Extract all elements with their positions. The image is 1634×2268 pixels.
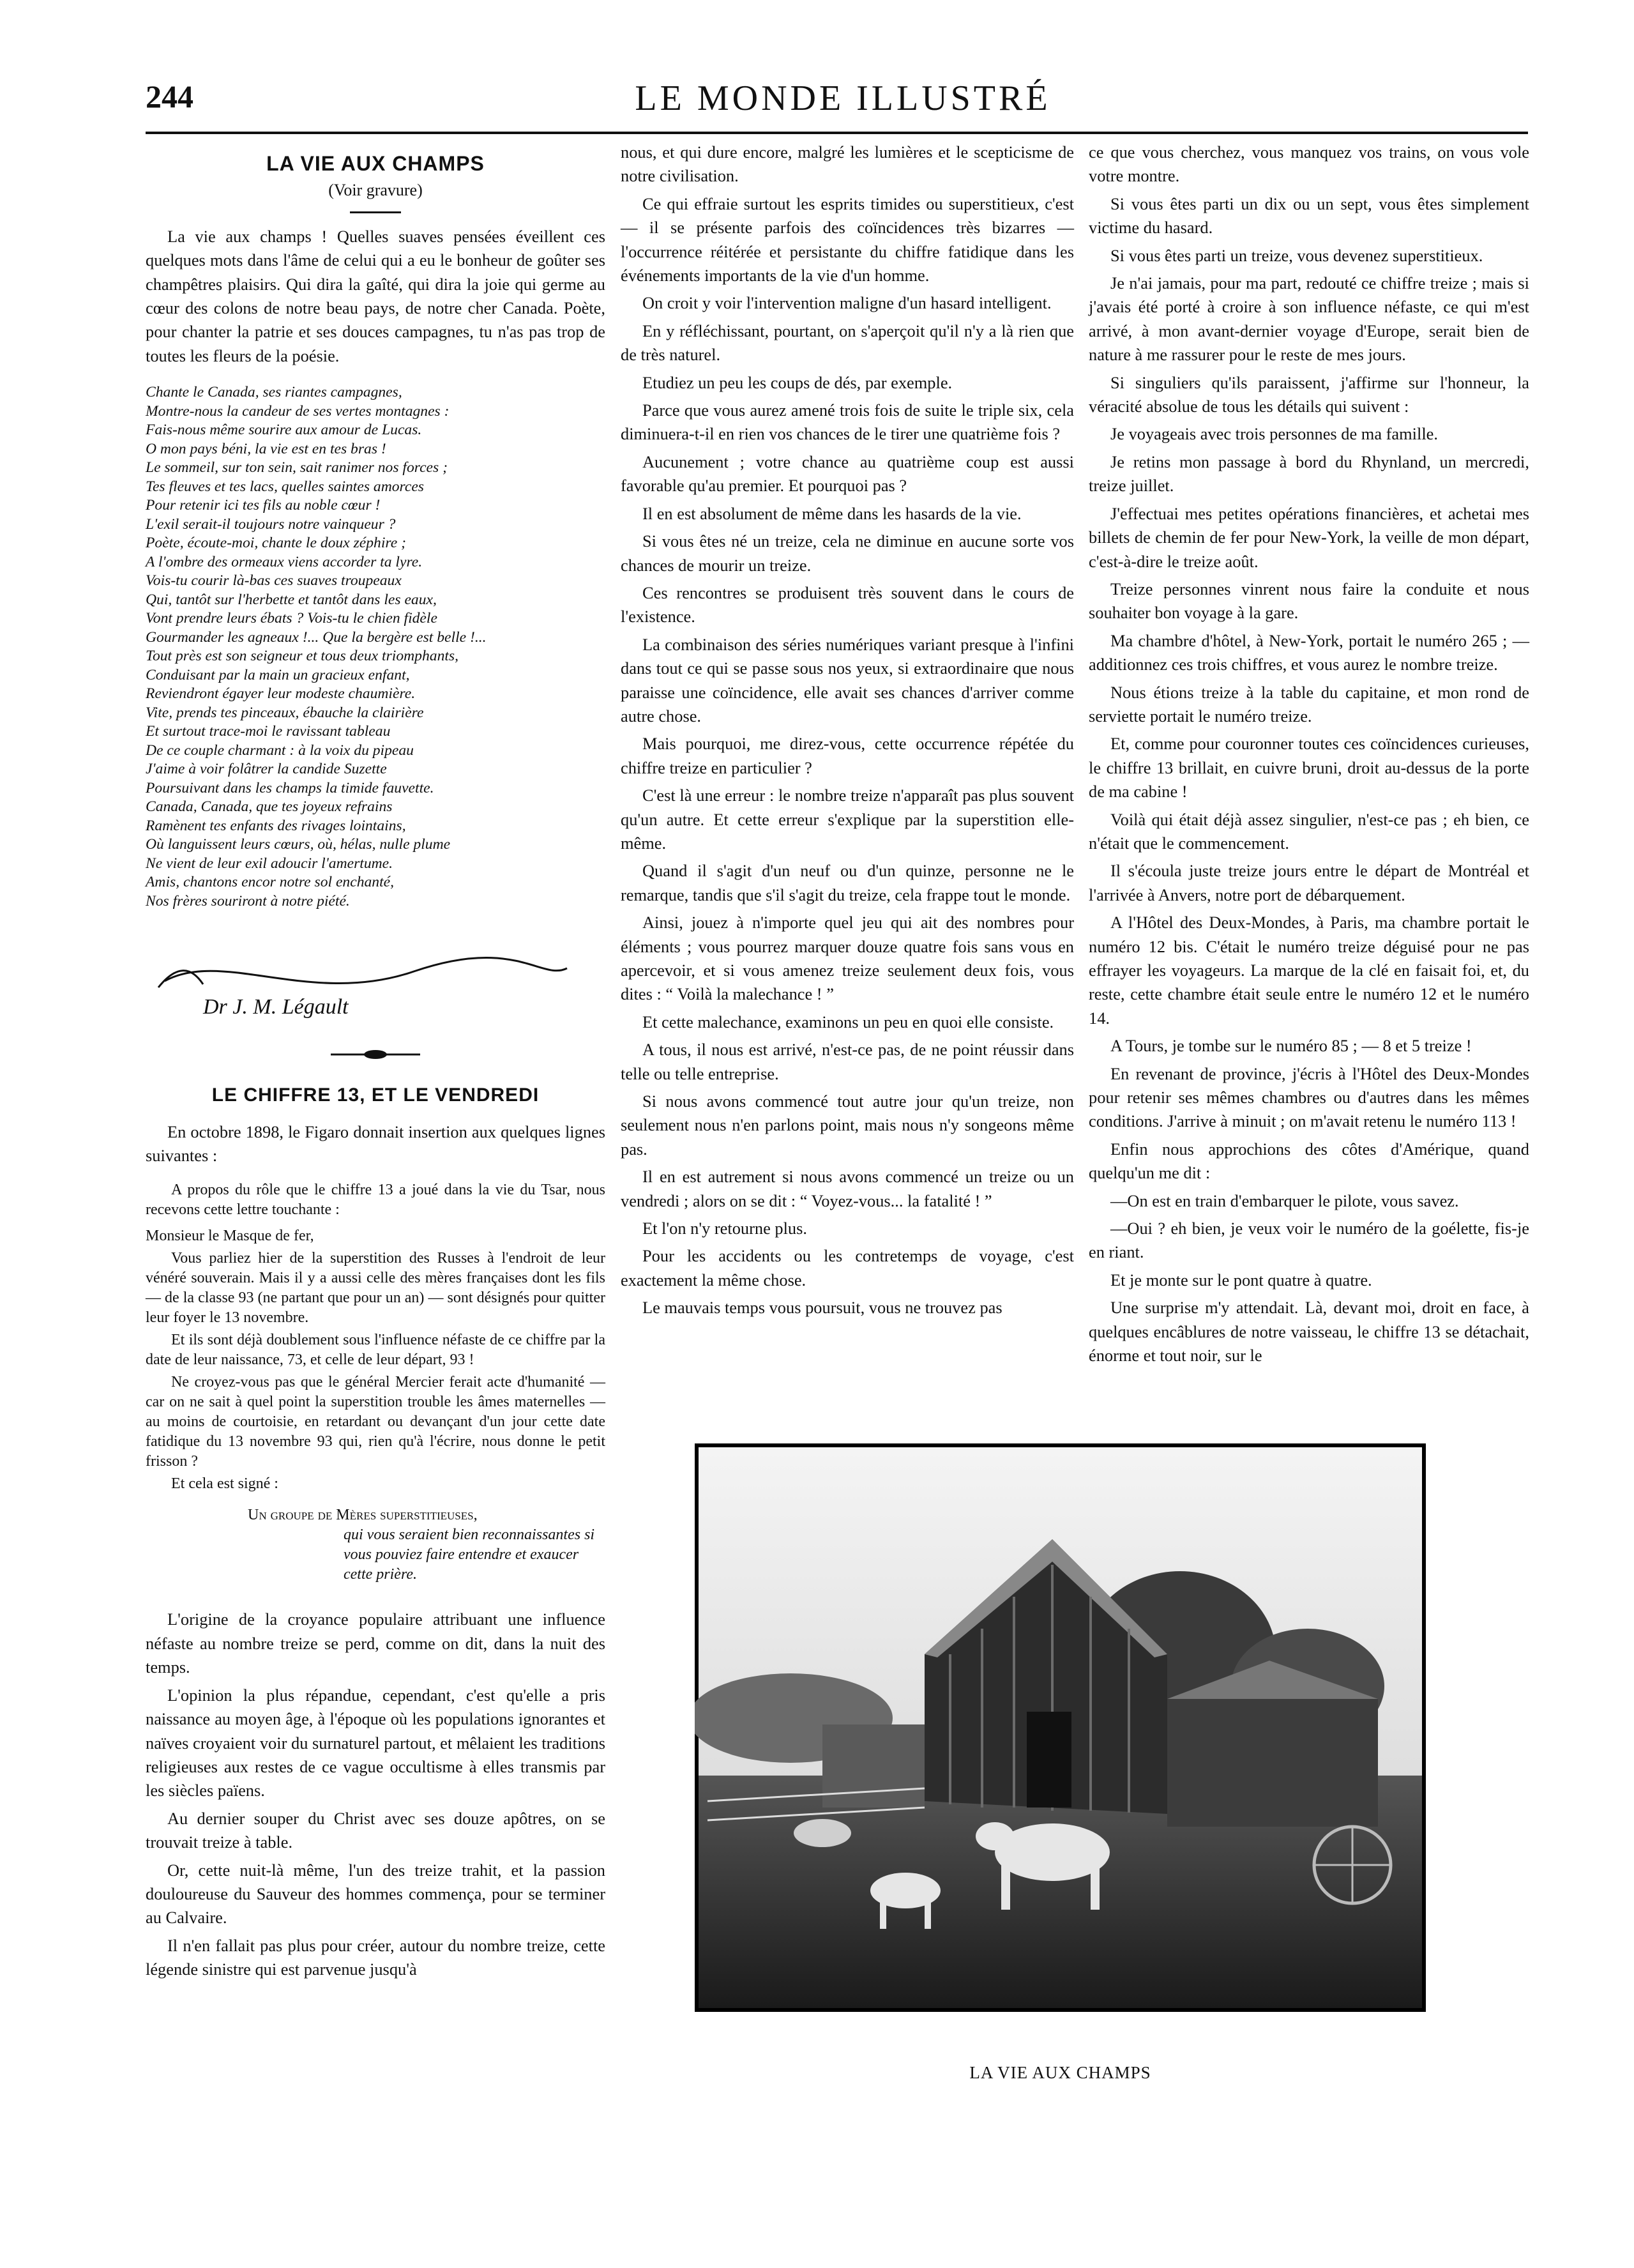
column-1 [146,152,605,1986]
paragraph: Et cette malechance, examinons un peu en quoi elle consiste. [642,1012,1054,1031]
poem-line: Nos frères souriront à notre piété. [146,892,350,909]
paragraph: Ce qui effraie surtout les esprits timides ou superstitieux, c'est — il se présente parfois des coïncidences très bizarres — l'occurrence réitérée et persistante du chiffre fatidique dans les événements importants de la vie d'un homme. [621,194,1074,285]
paragraph: Aucunement ; votre chance au quatrième coup est aussi favorable qu'au premier. Et pourquoi pas ? [621,452,1074,496]
poem-line: Tout près est son seigneur et tous deux triomphants, [146,648,459,665]
paragraph: Etudiez un peu les coups de dés, par exemple. [642,372,953,392]
poem-line: Chante le Canada, ses riantes campagnes, [146,384,402,401]
paragraph: Et, comme pour couronner toutes ces coïncidences curieuses, le chiffre 13 brillait, en cuivre bruni, droit au-dessus de la porte de ma cabine ! [1089,734,1529,802]
poem-line: Poète, écoute-moi, chante le doux zéphire ; [146,535,406,552]
poem-line: Canada, Canada, que tes joyeux refrains [146,798,393,816]
poem-line: Pour retenir ici tes fils au noble cœur ! [146,497,381,514]
article-subtitle: (Voir gravure) [328,181,423,200]
poem [146,383,605,911]
paragraph: Quand il s'agit d'un neuf ou d'un quinze, personne ne le remarque, tandis que s'il s'agit du treize, cela frappe tout le monde. [621,861,1074,904]
poem-line: Où languissent leurs cœurs, où, hélas, nulle plume [146,836,451,853]
paragraph: Une surprise m'y attendait. Là, devant moi, droit en face, à quelques encâblures de notre vaisseau, le chiffre 13 se détachait, énorme et tout noir, sur le [1089,1298,1529,1366]
paragraph: A Tours, je tombe sur le numéro 85 ; — 8 et 5 treize ! [1110,1036,1472,1056]
illustration [695,1443,1426,2012]
article-intro: La vie aux champs ! Quelles suaves pensées éveillent ces quelques mots dans l'âme de celui qui a eu le bonheur de goûter ses champêtres plaisirs. Qui dira la gaîté, qui dira la joie qui germe au cœur des colons de notre beau pays, de notre cher Canada. Poète, pour chanter la patrie et ses douces campagnes, tu n'as pas trop de toutes les fleurs de la poésie. [146,226,605,365]
paragraph: Il n'en fallait pas plus pour créer, autour du nombre treize, cette légende sinistre qui est parvenue jusqu'à [146,1935,605,1979]
paragraph: Voilà qui était déjà assez singulier, n'est-ce pas ; eh bien, ce n'était que le commencement. [1089,809,1529,853]
poem-line: Fais-nous même sourire aux amour de Lucas. [146,422,422,439]
poem-line: Vite, prends tes pinceaux, ébauche la clairière [146,704,424,721]
poem-line: A l'ombre des ormeaux viens accorder ta lyre. [146,553,423,570]
paragraph: Treize personnes vinrent nous faire la conduite et nous souhaiter bon voyage à la gare. [1089,579,1529,623]
letter-body [146,1249,605,1494]
farm-photo [695,1443,1426,2012]
poem-line: Poursuivant dans les champs la timide fauvette. [146,779,434,796]
column-2 [621,141,1074,1324]
header-rule [146,132,1528,134]
paragraph: nous, et qui dure encore, malgré les lumières et le scepticisme de notre civilisation. [621,142,1074,186]
paragraph: A tous, il nous est arrivé, n'est-ce pas, de ne point réussir dans telle ou telle entreprise. [621,1040,1074,1083]
paragraph: Si vous êtes né un treize, cela ne diminue en aucune sorte vos chances de mourir un treize. [621,531,1074,575]
paragraph: —Oui ? eh bien, je veux voir le numéro de la goélette, fis-je en riant. [1089,1219,1529,1262]
section-ornament [146,1045,605,1064]
signed-by: Un groupe de Mères superstitieuses, [248,1507,478,1524]
paragraph: En y réfléchissant, pourtant, on s'aperçoit qu'il n'y a là rien que de très naturel. [621,321,1074,365]
paragraph: Et je monte sur le pont quatre à quatre. [1110,1270,1372,1290]
paragraph: Ainsi, jouez à n'importe quel jeu qui ait des nombres pour éléments ; vous pourrez marquer douze quatre fois sans vous en apercevoir, et si vous amenez treize seulement deux fois, vous dites : “ Voilà la malechance ! ” [621,913,1074,1004]
quoted-letter [146,1180,605,1494]
poem-line: De ce couple charmant : à la voix du pipeau [146,742,414,759]
journal-title: LE MONDE ILLUSTRÉ [635,79,1051,118]
paragraph: Ma chambre d'hôtel, à New-York, portait le numéro 265 ; — additionnez ces trois chiffres, et vous aurez le nombre treize. [1089,630,1529,674]
paragraph: Il en est absolument de même dans les hasards de la vie. [642,503,1022,523]
paragraph: Si vous êtes parti un treize, vous devenez superstitieux. [1110,245,1483,265]
paragraph: Or, cette nuit-là même, l'un des treize trahit, et la passion douloureuse du Sauveur des hommes commença, pour se terminer au Calvaire. [146,1860,605,1928]
quote-intro: A propos du rôle que le chiffre 13 a joué dans la vie du Tsar, nous recevons cette lettre touchante : [146,1182,605,1219]
article-title: LA VIE AUX CHAMPS [266,152,485,175]
column-3 [1089,141,1529,1372]
signature: Dr J. M. Légault [203,995,349,1019]
paragraph: C'est là une erreur : le nombre treize n'apparaît pas plus souvent qu'un autre. Et cette erreur s'explique par la superstition elle-même. [621,786,1074,853]
page-number: 244 [146,79,193,114]
letter-signature [248,1505,605,1585]
ornament-mark [146,1045,605,1064]
paragraph: Je voyageais avec trois personnes de ma famille. [1110,424,1438,444]
paragraph: Ne croyez-vous pas que le général Mercier ferait acte d'humanité — car on ne sait à quel point la superstition trouble les âmes maternelles — au moins de courtoisie, en retardant ou devançant d'un jour cette date fatidique du 13 novembre 93 qui, rien qu'à l'écrire, nous donne le petit frisson ? [146,1374,605,1470]
paragraph: Le mauvais temps vous poursuit, vous ne trouvez pas [642,1298,1002,1318]
poem-line: Et surtout trace-moi le ravissant tableau [146,723,391,740]
salutation: Monsieur le Masque de fer, [146,1228,314,1245]
paragraph: J'effectuai mes petites opérations financières, et achetai mes billets de chemin de fer pour New-York, la veille de mon départ, c'est-à-dire le treize août. [1089,503,1529,571]
poem-line: Amis, chantons encor notre sol enchanté, [146,874,395,891]
paragraph: La combinaison des séries numériques variant presque à l'infini dans tout ce qui se passe sous nos yeux, si extraordinaire que nous paraisse une coïncidence, elle avait ses chances d'arriver comme autre chose. [621,634,1074,726]
poem-line: Ramènent tes enfants des rivages lointains, [146,817,406,834]
paragraph: L'origine de la croyance populaire attribuant une influence néfaste au nombre treize se perd, comme on dit, dans la nuit des temps. [146,1610,605,1677]
paragraph: Enfin nous approchions des côtes d'Amérique, quand quelqu'un me dit : [1089,1139,1529,1183]
poem-line: Vois-tu courir là-bas ces suaves troupeaux [146,572,402,590]
paragraph: Si singuliers qu'ils paraissent, j'affirme sur l'honneur, la véracité absolue de tous les détails qui suivent : [1089,372,1529,416]
paragraph: Il s'écoula juste treize jours entre le départ de Montréal et l'arrivée à Anvers, notre port de débarquement. [1089,861,1529,904]
column-1-body [146,1608,605,1981]
paragraph: Et l'on n'y retourne plus. [642,1219,807,1238]
poem-line: L'exil serait-il toujours notre vainqueur ? [146,515,396,533]
paragraph: Nous étions treize à la table du capitaine, et mon rond de serviette portait le numéro treize. [1089,682,1529,726]
paragraph: A l'Hôtel des Deux-Mondes, à Paris, ma chambre portait le numéro 12 bis. C'était le numéro treize déguisé pour ne pas effrayer les voyageurs. La marque de la clé en faisait foi, et, du reste, cette chambre était seule entre le numéro 12 et le numéro 14. [1089,913,1529,1028]
paragraph: Et cela est signé : [171,1475,278,1493]
poem-line: Vont prendre leurs ébats ? Vois-tu le chien fidèle [146,610,437,627]
signed-by-note: qui vous seraient bien reconnaissantes si vous pouviez faire entendre et exaucer cette prière. [344,1526,595,1583]
article2-title: LE CHIFFRE 13, ET LE VENDREDI [211,1085,540,1106]
paragraph: Parce que vous aurez amené trois fois de suite le triple six, cela diminuera-t-il en rien vos chances de le tirer une quatrième fois ? [621,400,1074,444]
paragraph: —On est en train d'embarquer le pilote, vous savez. [1110,1191,1459,1210]
paragraph: Je retins mon passage à bord du Rhynland, un mercredi, treize juillet. [1089,452,1529,496]
poem-line: Gourmander les agneaux !... Que la bergère est belle !... [146,628,487,646]
poem-line: Montre-nous la candeur de ses vertes montagnes : [146,402,450,420]
paragraph: Si vous êtes parti un dix ou un sept, vous êtes simplement victime du hasard. [1089,194,1529,238]
paragraph: Il en est autrement si nous avons commencé un treize ou un vendredi ; alors on se dit : “ Voyez-vous... la fatalité ! ” [621,1167,1074,1210]
paragraph: En revenant de province, j'écris à l'Hôtel des Deux-Mondes pour retenir ses mêmes chambres ou d'autres dans les mêmes conditions. J'arrive à minuit ; on m'avait retenu le numéro 113 ! [1089,1063,1529,1131]
paragraph: L'opinion la plus répandue, cependant, c'est qu'elle a pris naissance au moyen âge, à l'époque où les populations ignorantes et naïves croyaient voir du surnaturel partout, et mêlaient les traditions religieuses aux restes de ce vague occultisme à elles transmis par les siècles païens. [146,1685,605,1800]
article2-intro: En octobre 1898, le Figaro donnait insertion aux quelques lignes suivantes : [146,1122,605,1166]
paragraph: Si nous avons commencé tout autre jour qu'un treize, non seulement nous n'en parlons point, mais nous n'y songeons même pas. [621,1092,1074,1159]
paragraph: Pour les accidents ou les contretemps de voyage, c'est exactement la même chose. [621,1246,1074,1290]
poem-line: Reviendront égayer leur modeste chaumière. [146,685,416,703]
poem-line: Tes fleuves et tes lacs, quelles saintes amorces [146,478,424,495]
paragraph: On croit y voir l'intervention maligne d'un hasard intelligent. [642,293,1052,313]
illustration-caption: LA VIE AUX CHAMPS [969,2063,1151,2082]
paragraph: Vous parliez hier de la superstition des Russes à l'endroit de leur vénéré souverain. Mais il y a aussi celle des mères françaises dont les fils — de la classe 93 (ne partant que pour un an) — sont désignés pour quitter leur foyer le 13 novembre. [146,1250,605,1327]
poem-line: Conduisant par la main un gracieux enfant, [146,666,410,683]
paragraph: Au dernier souper du Christ avec ses douze apôtres, on se trouvait treize à table. [146,1808,605,1852]
poem-line: Le sommeil, sur ton sein, sait ranimer nos forces ; [146,459,448,476]
divider [350,211,401,213]
paragraph: Ces rencontres se produisent très souvent dans le cours de l'existence. [621,582,1074,627]
paragraph: Mais pourquoi, me direz-vous, cette occurrence répétée du chiffre treize en particulier ? [621,734,1074,777]
poem-line: Qui, tantôt sur l'herbette et tantôt dans les eaux, [146,591,437,608]
poem-line: J'aime à voir folâtrer la candide Suzette [146,761,387,778]
paragraph: Je n'ai jamais, pour ma part, redouté ce chiffre treize ; mais si j'avais été porté à croire à son influence néfaste, ce qui m'est arrivé, à mon avant-dernier voyage d'Europe, serait bien de nature à me rassurer pour le reste de mes jours. [1089,273,1529,365]
paragraph: ce que vous cherchez, vous manquez vos trains, on vous vole votre montre. [1089,142,1529,186]
paragraph: Et ils sont déjà doublement sous l'influence néfaste de ce chiffre par la date de leur naissance, 73, et celle de leur départ, 93 ! [146,1332,605,1369]
poem-line: Ne vient de leur exil adoucir l'amertume. [146,855,393,872]
poem-line: O mon pays béni, la vie est en tes bras ! [146,440,386,457]
